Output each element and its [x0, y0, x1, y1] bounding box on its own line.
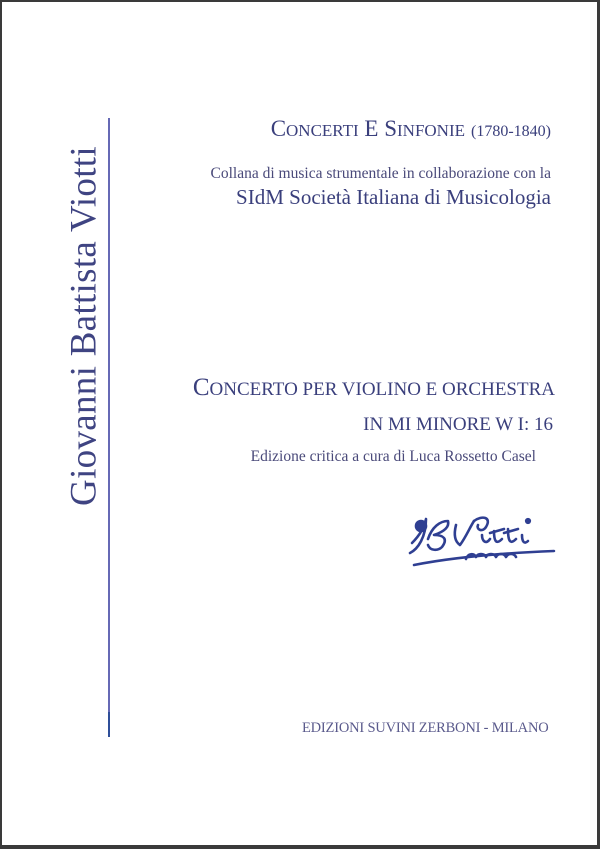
series-years: (1780-1840)	[471, 123, 551, 140]
series-title-rest-1: ONCERTI	[286, 121, 359, 140]
work-title-initial: C	[192, 374, 210, 401]
work-key-catalog: IN MI MINORE W I: 16	[363, 414, 553, 435]
work-title-rest: ONCERTO PER VIOLINO E ORCHESTRA	[209, 379, 555, 400]
editor-credit: Edizione critica a cura di Luca Rossetto Casel	[250, 448, 536, 465]
series-description: Collana di musica strumentale in collaborazione con la	[210, 165, 551, 182]
vertical-rule-tail	[108, 712, 110, 737]
author-name: Giovanni Battista Viotti	[63, 146, 105, 506]
series-title-initial-1: C	[270, 116, 287, 141]
series-title-initial-2: E S	[364, 116, 398, 141]
work-title	[193, 374, 555, 402]
series-title	[271, 116, 551, 142]
society-name: SIdM Società Italiana di Musicologia	[236, 185, 551, 209]
cover-page	[2, 2, 597, 845]
vertical-rule	[108, 118, 110, 736]
signature-image	[404, 507, 564, 571]
series-title-rest-2: INFONIE	[397, 121, 466, 140]
publisher: EDIZIONI SUVINI ZERBONI - MILANO	[302, 720, 549, 736]
